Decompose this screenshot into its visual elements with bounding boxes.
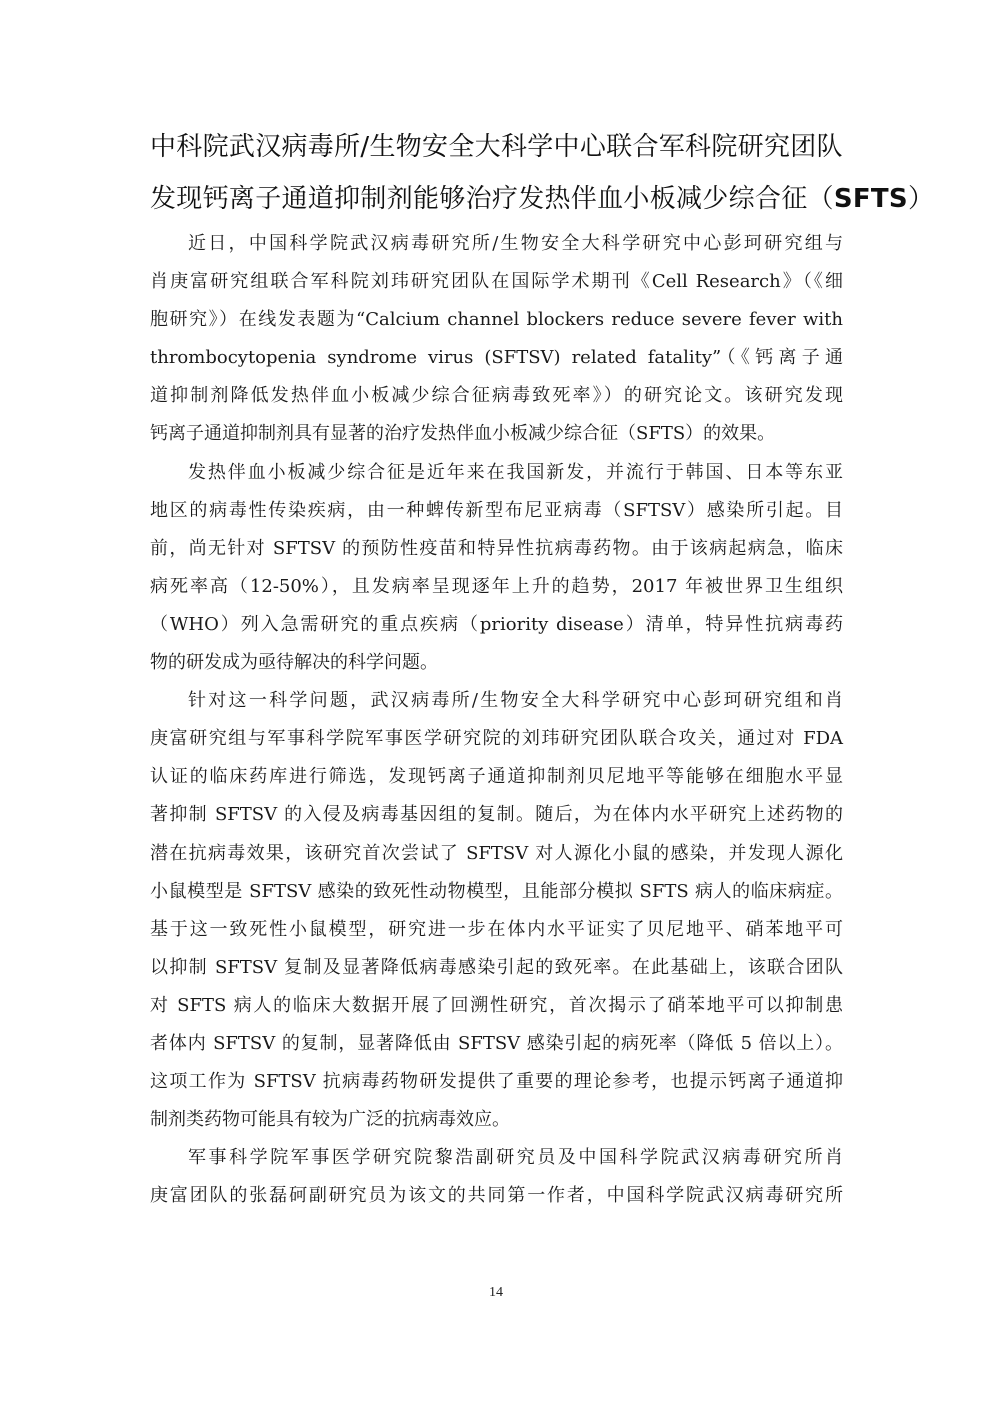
text-line: 基于这一致死性小鼠模型，研究进一步在体内水平证实了贝尼地平、硝苯地平可: [150, 918, 843, 940]
text-line: 针对这一科学问题，武汉病毒所/生物安全大科学研究中心彭珂研究组和肖: [188, 690, 843, 712]
article-body: [150, 225, 843, 1215]
article-title-line-1: [150, 131, 870, 163]
text-line: 者体内 SFTSV 的复制，显著降低由 SFTSV 感染引起的病死率（降低 5 倍以上）。: [150, 1032, 843, 1054]
text-line: 肖庚富研究组联合军科院刘玮研究团队在国际学术期刊《Cell Research》（《细: [150, 271, 843, 293]
paragraph-intro: [150, 225, 843, 454]
text-line: 潜在抗病毒效果，该研究首次尝试了 SFTSV 对人源化小鼠的感染，并发现人源化: [150, 842, 843, 864]
paragraph-background: [150, 454, 843, 683]
text-line: 发热伴血小板减少综合征是近年来在我国新发，并流行于韩国、日本等东亚: [188, 461, 843, 483]
text-line: 军事科学院军事医学研究院黎浩副研究员及中国科学院武汉病毒研究所肖: [188, 1147, 843, 1169]
text-line: （WHO）列入急需研究的重点疾病（priority disease）清单，特异性抗病毒药: [150, 613, 843, 635]
paragraph-findings: [150, 682, 843, 1139]
text-line: 庚富团队的张磊砢副研究员为该文的共同第一作者，中国科学院武汉病毒研究所: [150, 1185, 843, 1207]
page-number: 14: [489, 1285, 503, 1300]
text-line: 前，尚无针对 SFTSV 的预防性疫苗和特异性抗病毒药物。由于该病起病急，临床: [150, 537, 843, 559]
text-line: 道抑制剂降低发热伴血小板减少综合征病毒致死率》）的研究论文。该研究发现: [150, 385, 843, 407]
text-line: 认证的临床药库进行筛选，发现钙离子通道抑制剂贝尼地平等能够在细胞水平显: [150, 766, 843, 788]
title-abbreviation: SFTS: [833, 184, 908, 214]
text-line: 近日，中国科学院武汉病毒研究所/生物安全大科学研究中心彭珂研究组与: [188, 233, 843, 254]
article-title-line-2: [150, 183, 935, 215]
text-line: 钙离子通道抑制剂具有显著的治疗发热伴血小板减少综合征（SFTS）的效果。: [150, 423, 776, 445]
text-line: 病死率高（12-50%），且发病率呈现逐年上升的趋势，2017 年被世界卫生组织: [150, 575, 843, 597]
text-line: 著抑制 SFTSV 的入侵及病毒基因组的复制。随后，为在体内水平研究上述药物的: [150, 804, 843, 826]
title-line-1-text: 中科院武汉病毒所/生物安全大科学中心联合军科院研究团队: [150, 132, 843, 162]
text-line: 这项工作为 SFTSV 抗病毒药物研发提供了重要的理论参考，也提示钙离子通道抑: [150, 1071, 843, 1093]
text-line: thrombocytopenia syndrome virus (SFTSV) related fatality”（《钙离子通: [150, 347, 843, 369]
text-line: 制剂类药物可能具有较为广泛的抗病毒效应。: [150, 1109, 510, 1131]
text-line: 对 SFTS 病人的临床大数据开展了回溯性研究，首次揭示了硝苯地平可以抑制患: [150, 994, 843, 1016]
text-line: 庚富研究组与军事科学院军事医学研究院的刘玮研究团队联合攻关，通过对 FDA: [150, 728, 843, 750]
title-line-2-suffix: ）: [907, 184, 935, 214]
text-line: 物的研发成为亟待解决的科学问题。: [150, 652, 438, 674]
title-line-2-prefix: 发现钙离子通道抑制剂能够治疗发热伴血小板减少综合征（: [150, 184, 834, 214]
text-line: 胞研究》）在线发表题为“Calcium channel blockers reduce severe fever with: [150, 309, 843, 331]
text-line: 地区的病毒性传染疾病，由一种蜱传新型布尼亚病毒（SFTSV）感染所引起。目: [150, 499, 843, 521]
text-line: 以抑制 SFTSV 复制及显著降低病毒感染引起的致死率。在此基础上，该联合团队: [150, 956, 843, 978]
paragraph-authors: [150, 1139, 843, 1215]
text-line: 小鼠模型是 SFTSV 感染的致死性动物模型，且能部分模拟 SFTS 病人的临床病症。: [150, 880, 843, 902]
